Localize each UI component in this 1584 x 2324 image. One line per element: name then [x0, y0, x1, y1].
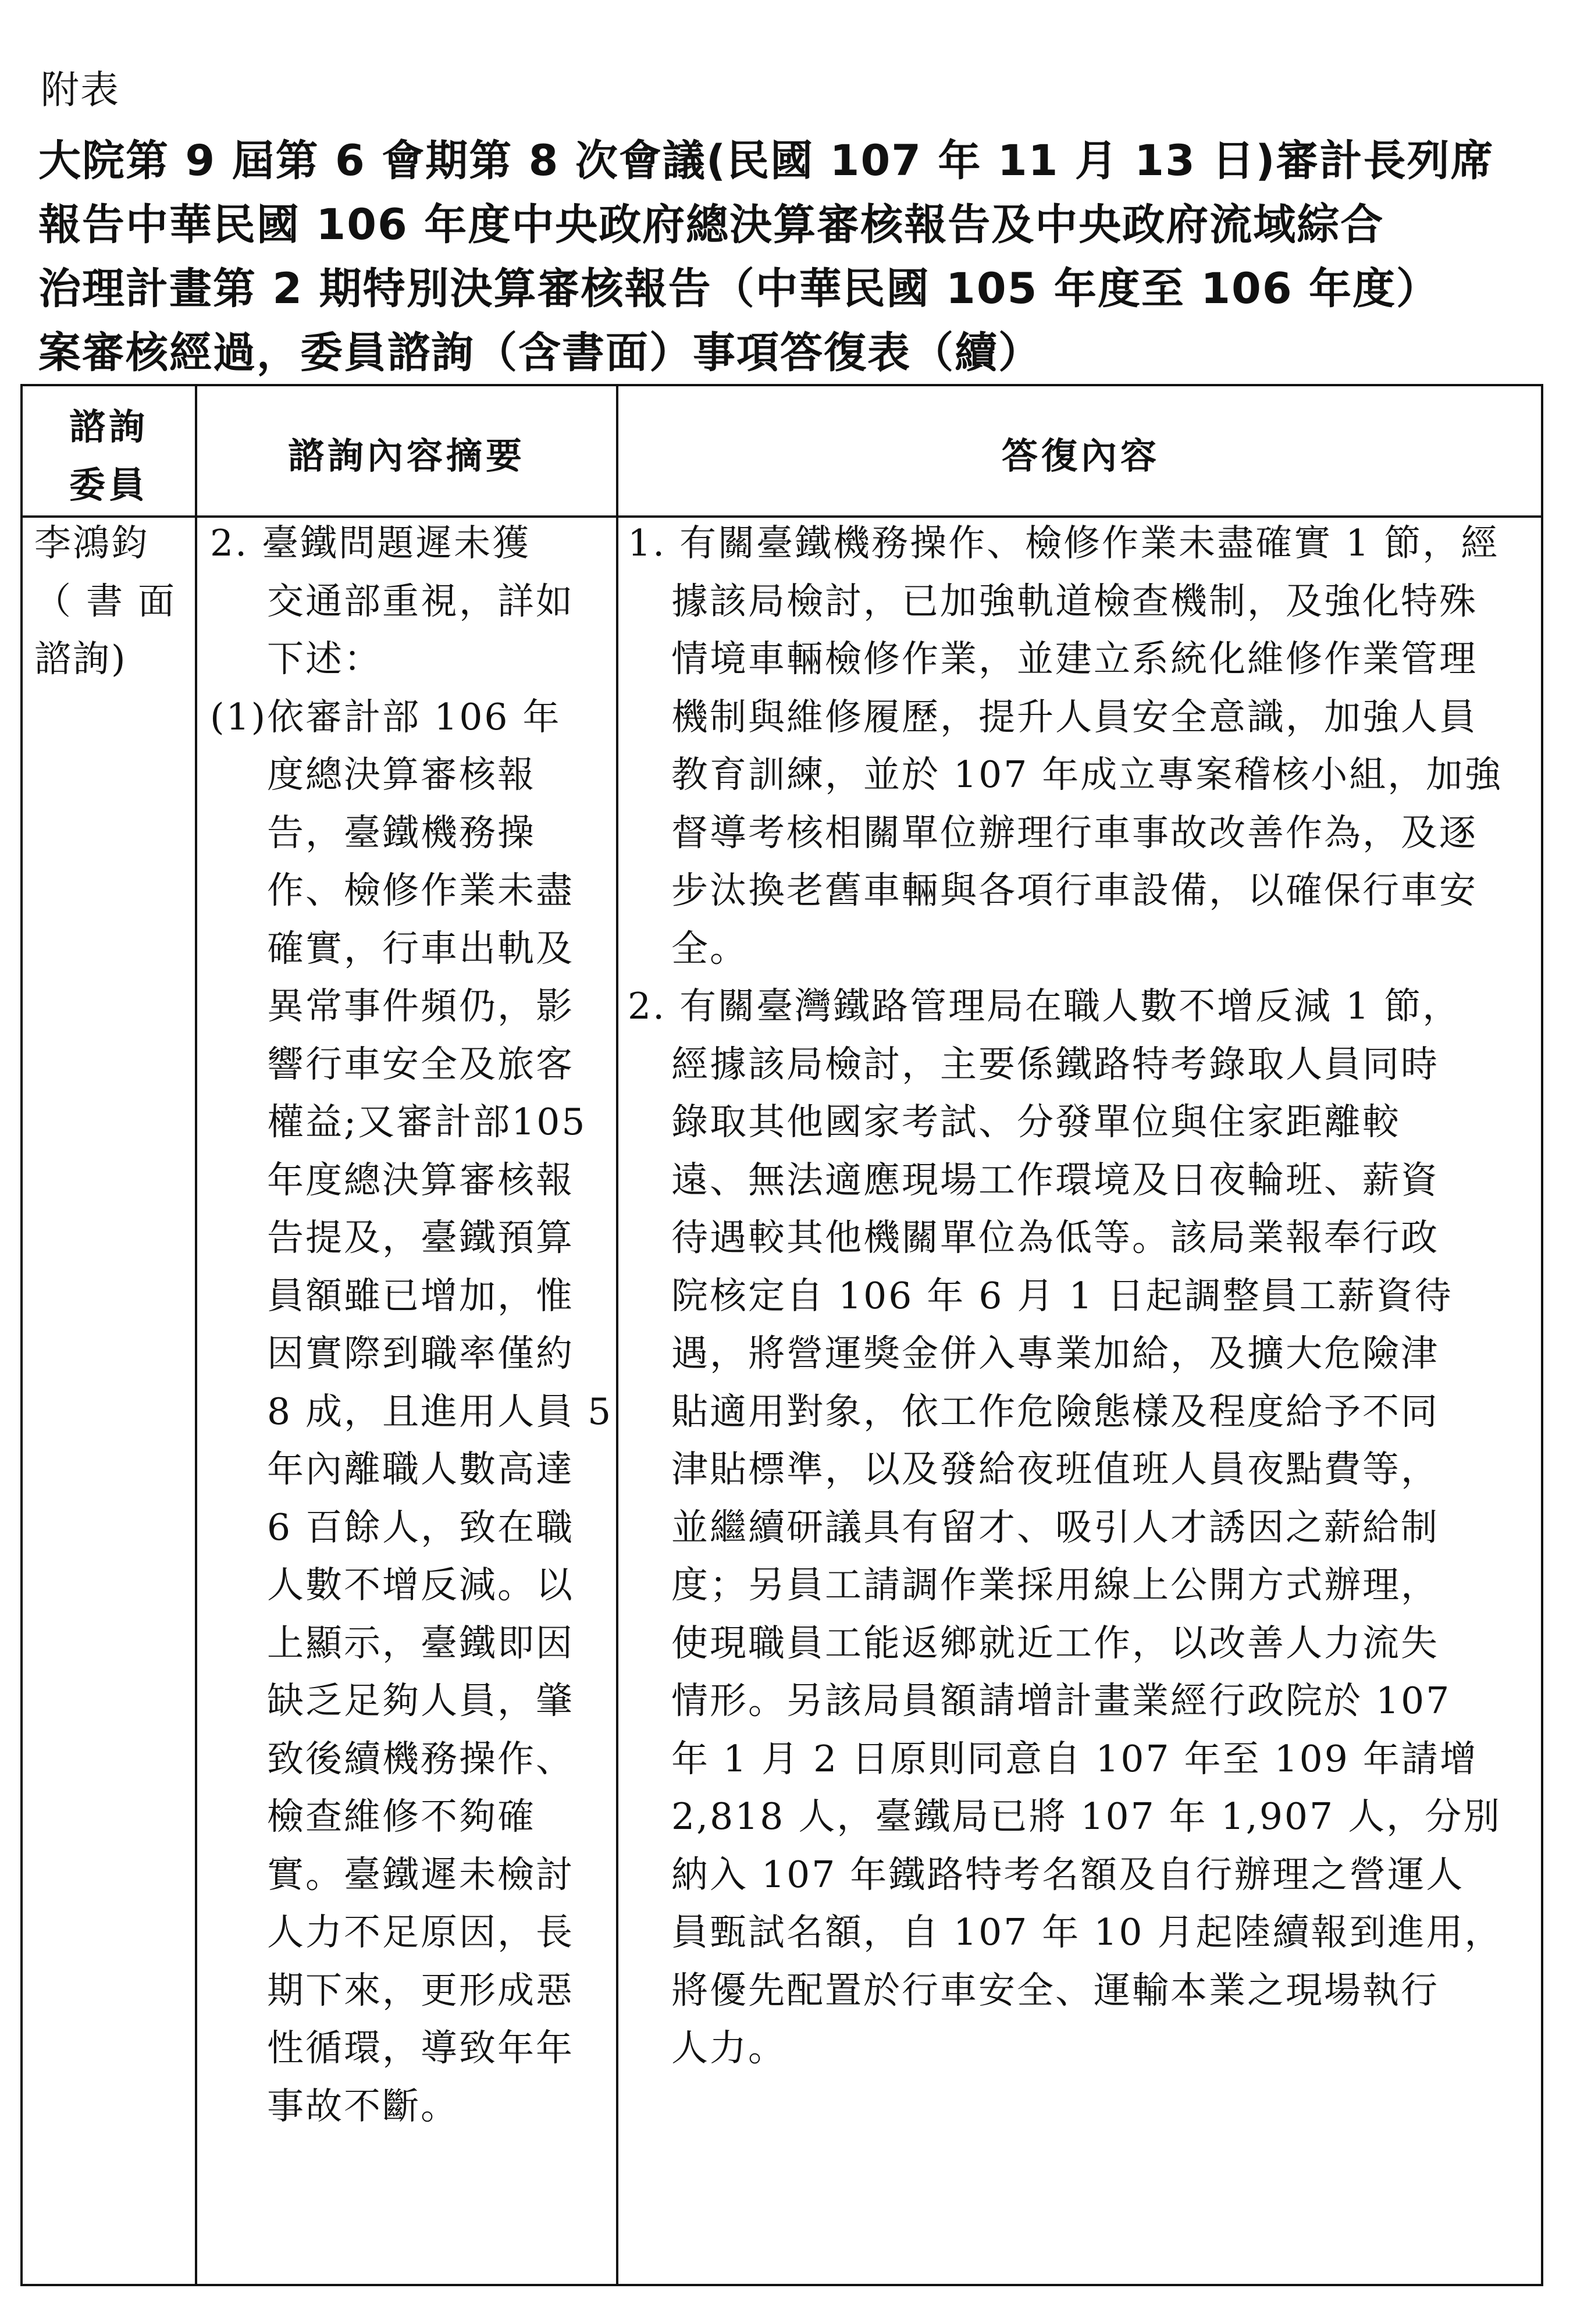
- text-line: 貼適用對象，依工作危險態樣及程度給予不同: [671, 1390, 1439, 1433]
- text-line: 諮詢): [34, 638, 127, 680]
- text-line: 上顯示，臺鐵即因: [267, 1621, 574, 1664]
- text-line: 將優先配置於行車安全、運輸本業之現場執行: [671, 1969, 1439, 2012]
- text-line: 下述：: [267, 638, 382, 680]
- text-line: 遇，將營運獎金併入專業加給，及擴大危險津: [671, 1332, 1439, 1375]
- text-line: 遠、無法適應現場工作環境及日夜輪班、薪資: [671, 1158, 1439, 1201]
- text-line: 8 成，且進用人員 5: [267, 1390, 613, 1433]
- text-line: 確實，行車出軌及: [267, 927, 574, 970]
- text-line: 錄取其他國家考試、分發單位與住家距離較: [671, 1101, 1401, 1143]
- text-line: 致後續機務操作、: [267, 1737, 574, 1780]
- text-line: 機制與維修履歷，提升人員安全意識，加強人員: [671, 695, 1478, 738]
- reply-table: [20, 384, 1543, 2286]
- text-line: 年內離職人數高達: [267, 1448, 574, 1490]
- text-line: 2. 有關臺灣鐵路管理局在職人數不增反減 1 節，: [628, 985, 1461, 1027]
- text-line: 2,818 人，臺鐵局已將 107 年 1,907 人，分別: [671, 1795, 1502, 1838]
- text-line: 事故不斷。: [267, 2084, 459, 2127]
- text-line: 據該局檢討，已加強軌道檢查機制，及強化特殊: [671, 579, 1478, 622]
- text-line: 督導考核相關單位辦理行車事故改善作為，及逐: [671, 811, 1478, 854]
- column-divider: [195, 386, 197, 2284]
- text-line: 人力不足原因，長: [267, 1911, 574, 1953]
- text-line: 員額雖已增加，惟: [267, 1274, 574, 1317]
- title-line: 報告中華民國 106 年度中央政府總決算審核報告及中央政府流域綜合: [38, 200, 1384, 250]
- text-line: （ 書 面: [34, 579, 177, 622]
- header-reply: 答復內容: [1001, 435, 1160, 477]
- text-line: 院核定自 106 年 6 月 1 日起調整員工薪資待: [671, 1274, 1453, 1317]
- text-line: 教育訓練，並於 107 年成立專案稽核小組，加強: [671, 753, 1503, 796]
- text-line: 人力。: [671, 2027, 786, 2069]
- document-title: [38, 129, 1551, 385]
- text-line: 作、檢修作業未盡: [267, 869, 574, 912]
- text-line: 情境車輛檢修作業，並建立系統化維修作業管理: [671, 638, 1478, 680]
- text-line: 缺乏足夠人員，肇: [267, 1679, 574, 1722]
- text-line: 度總決算審核報: [267, 753, 536, 796]
- header-member-line: 諮詢: [69, 405, 148, 448]
- column-divider: [616, 386, 618, 2284]
- text-line: 告，臺鐵機務操: [267, 811, 536, 854]
- text-line: 1. 有關臺鐵機務操作、檢修作業未盡確實 1 節，經: [628, 522, 1500, 564]
- text-line: 檢查維修不夠確: [267, 1795, 536, 1838]
- text-line: 經據該局檢討，主要係鐵路特考錄取人員同時: [671, 1042, 1439, 1086]
- text-line: 步汰換老舊車輛與各項行車設備，以確保行車安: [671, 869, 1478, 912]
- text-line: 權益;又審計部105: [267, 1101, 587, 1143]
- text-line: 響行車安全及旅客: [267, 1042, 574, 1086]
- text-line: 待遇較其他機關單位為低等。該局業報奉行政: [671, 1216, 1439, 1259]
- text-line: 並繼續研議具有留才、吸引人才誘因之薪給制: [671, 1506, 1439, 1549]
- text-line: 2. 臺鐵問題遲未獲: [210, 522, 531, 564]
- header-member: [23, 398, 195, 514]
- text-line: 情形。另該局員額請增計畫業經行政院於 107: [671, 1679, 1451, 1722]
- annex-label: 附表: [41, 67, 120, 112]
- title-line: 治理計畫第 2 期特別決算審核報告（中華民國 105 年度至 106 年度）: [38, 264, 1440, 314]
- text-line: 年 1 月 2 日原則同意自 107 年至 109 年請增: [671, 1737, 1478, 1780]
- header-summary: 諮詢內容摘要: [287, 435, 525, 477]
- header-member-line: 委員: [69, 464, 148, 506]
- text-line: 期下來，更形成惡: [267, 1969, 574, 2012]
- text-line: 6 百餘人，致在職: [267, 1506, 575, 1549]
- text-line: 度；另員工請調作業採用線上公開方式辦理，: [671, 1564, 1439, 1606]
- text-line: 告提及，臺鐵預算: [267, 1216, 574, 1259]
- text-line: 因實際到職率僅約: [267, 1332, 574, 1375]
- text-line: 年度總決算審核報: [267, 1158, 574, 1201]
- text-line: 津貼標準，以及發給夜班值班人員夜點費等，: [671, 1448, 1439, 1490]
- summary-cell: [210, 514, 611, 2135]
- text-line: 李鴻鈞: [34, 522, 149, 564]
- text-line: 使現職員工能返鄉就近工作，以改善人力流失: [671, 1621, 1439, 1664]
- text-line: 性循環，導致年年: [267, 2027, 574, 2069]
- text-line: 員甄試名額，自 107 年 10 月起陸續報到進用，: [671, 1911, 1503, 1953]
- text-line: 納入 107 年鐵路特考名額及自行辦理之營運人: [671, 1853, 1465, 1896]
- reply-cell: [628, 514, 1535, 2077]
- member-cell: [34, 514, 191, 688]
- text-line: 全。: [671, 927, 748, 970]
- text-line: 異常事件頻仍，影: [267, 985, 574, 1027]
- title-line: 大院第 9 屆第 6 會期第 8 次會議(民國 107 年 11 月 13 日)審計長列席: [38, 136, 1494, 186]
- text-line: 交通部重視，詳如: [267, 579, 574, 622]
- title-line: 案審核經過，委員諮詢（含書面）事項答復表（續）: [38, 328, 1042, 378]
- text-line: 實。臺鐵遲未檢討: [267, 1853, 574, 1896]
- text-line: 人數不增反減。以: [267, 1564, 574, 1606]
- text-line: (1)依審計部 106 年: [210, 695, 561, 738]
